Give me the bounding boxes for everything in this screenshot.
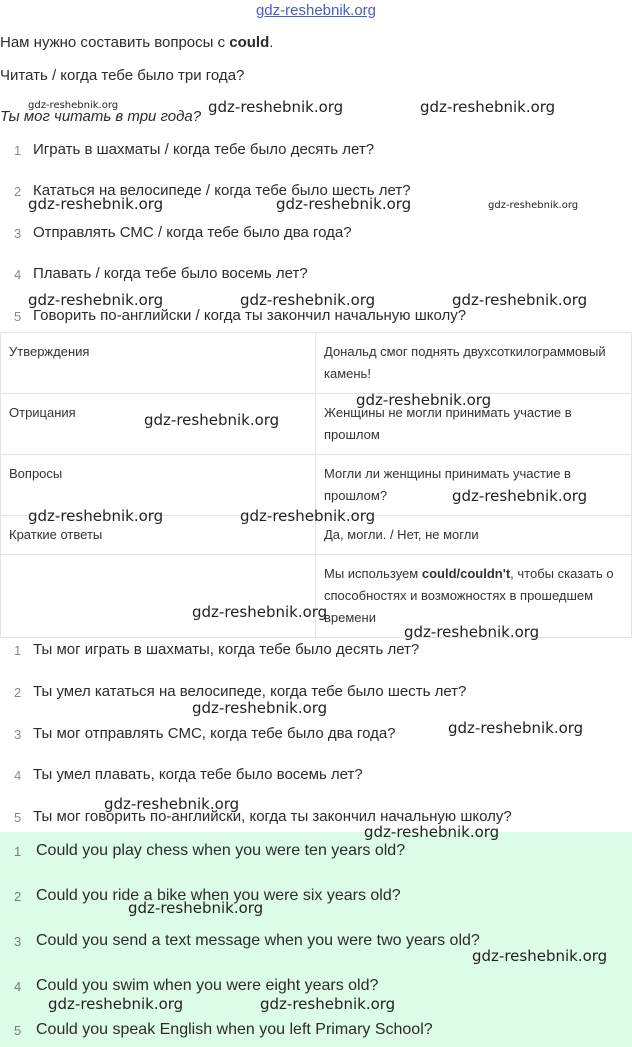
ru-answer-text: Ты умел кататься на велосипеде, когда тебе было шесть лет? — [33, 683, 467, 700]
watermark: gdz-reshebnik.org — [28, 195, 164, 213]
table-row — [1, 333, 632, 394]
table-label: Утверждения — [1, 333, 316, 394]
watermark: gdz-reshebnik.org — [192, 699, 328, 717]
table-value: Женщины не могли принимать участие в прошлом — [316, 394, 632, 455]
watermark: gdz-reshebnik.org — [208, 98, 344, 116]
example-prompt: Читать / когда тебе было три года? — [0, 67, 245, 84]
table-row — [1, 394, 632, 455]
watermark: gdz-reshebnik.org — [104, 795, 240, 813]
watermark: gdz-reshebnik.org — [364, 823, 500, 841]
table-label: Отрицания — [1, 394, 316, 455]
watermark: gdz-reshebnik.org — [356, 391, 492, 409]
table-label-empty — [1, 555, 316, 638]
watermark: gdz-reshebnik.org — [128, 899, 264, 917]
task-item-number: 1 — [14, 143, 22, 158]
task-item-text: Говорить по-английски / когда ты закончил начальную школу? — [33, 307, 467, 324]
watermark: gdz-reshebnik.org — [192, 603, 328, 621]
en-answer-text: Could you swim when you were eight years old? — [36, 977, 379, 994]
task-item-number: 2 — [14, 184, 22, 199]
example-answer: Ты мог читать в три года? — [0, 108, 202, 125]
note-prefix: Мы используем — [324, 566, 422, 581]
en-answer-text: Could you speak English when you left Primary School? — [36, 1021, 433, 1038]
site-title-link[interactable]: gdz-reshebnik.org — [255, 2, 377, 19]
table-label: Вопросы — [1, 455, 316, 516]
intro-suffix: . — [269, 34, 274, 51]
watermark: gdz-reshebnik.org — [276, 195, 412, 213]
task-item-number: 5 — [14, 309, 22, 324]
watermark: gdz-reshebnik.org — [240, 507, 376, 525]
watermark: gdz-reshebnik.org — [28, 507, 164, 525]
task-item-number: 3 — [14, 226, 22, 241]
watermark: gdz-reshebnik.org — [472, 947, 608, 965]
en-answer-text: Could you play chess when you were ten years old? — [36, 842, 406, 859]
table-value: Дональд смог поднять двухсоткилограммовый камень! — [316, 333, 632, 394]
task-item-text: Кататься на велосипеде / когда тебе было шесть лет? — [33, 182, 411, 199]
task-intro — [0, 34, 273, 51]
watermark: gdz-reshebnik.org — [260, 995, 396, 1013]
ru-answer-number: 5 — [14, 810, 22, 825]
task-item-number: 4 — [14, 267, 22, 282]
watermark: gdz-reshebnik.org — [452, 291, 588, 309]
en-answer-number: 1 — [14, 844, 22, 859]
watermark: gdz-reshebnik.org — [28, 100, 119, 111]
watermark: gdz-reshebnik.org — [144, 411, 280, 429]
ru-answer-text: Ты мог отправлять СМС, когда тебе было два года? — [33, 725, 396, 742]
english-answers-panel — [0, 832, 632, 1047]
en-answer-text: Could you send a text message when you were two years old? — [36, 932, 480, 949]
ru-answer-number: 1 — [14, 643, 22, 658]
ru-answer-text: Ты мог говорить по-английски, когда ты закончил начальную школу? — [33, 808, 512, 825]
task-item-text: Играть в шахматы / когда тебе было десять лет? — [33, 141, 375, 158]
en-answer-text: Could you ride a bike when you were six years old? — [36, 887, 401, 904]
intro-prefix: Нам нужно составить вопросы с — [0, 34, 230, 51]
table-label: Краткие ответы — [1, 516, 316, 555]
watermark: gdz-reshebnik.org — [240, 291, 376, 309]
note-suffix: , чтобы сказать о способностях и возможностях в прошедшем времени — [324, 566, 614, 625]
watermark: gdz-reshebnik.org — [404, 623, 540, 641]
ru-answer-text: Ты мог играть в шахматы, когда тебе было десять лет? — [33, 641, 420, 658]
table-value: Да, могли. / Нет, не могли — [316, 516, 632, 555]
watermark: gdz-reshebnik.org — [448, 719, 584, 737]
watermark: gdz-reshebnik.org — [488, 200, 579, 211]
watermark: gdz-reshebnik.org — [452, 487, 588, 505]
en-answer-number: 2 — [14, 889, 22, 904]
ru-answer-text: Ты умел плавать, когда тебе было восемь лет? — [33, 766, 363, 783]
en-answer-number: 5 — [14, 1023, 22, 1038]
en-answer-number: 3 — [14, 934, 22, 949]
watermark: gdz-reshebnik.org — [28, 291, 164, 309]
task-item-text: Отправлять СМС / когда тебе было два года? — [33, 224, 352, 241]
intro-bold: could — [229, 34, 270, 51]
grammar-table — [0, 332, 632, 638]
watermark: gdz-reshebnik.org — [420, 98, 556, 116]
table-value: Могли ли женщины принимать участие в прошлом? — [316, 455, 632, 516]
ru-answer-number: 4 — [14, 768, 22, 783]
note-bold: could/couldn't — [421, 566, 511, 581]
en-answer-number: 4 — [14, 979, 22, 994]
task-item-text: Плавать / когда тебе было восемь лет? — [33, 265, 308, 282]
ru-answer-number: 2 — [14, 685, 22, 700]
ru-answer-number: 3 — [14, 727, 22, 742]
watermark: gdz-reshebnik.org — [48, 995, 184, 1013]
